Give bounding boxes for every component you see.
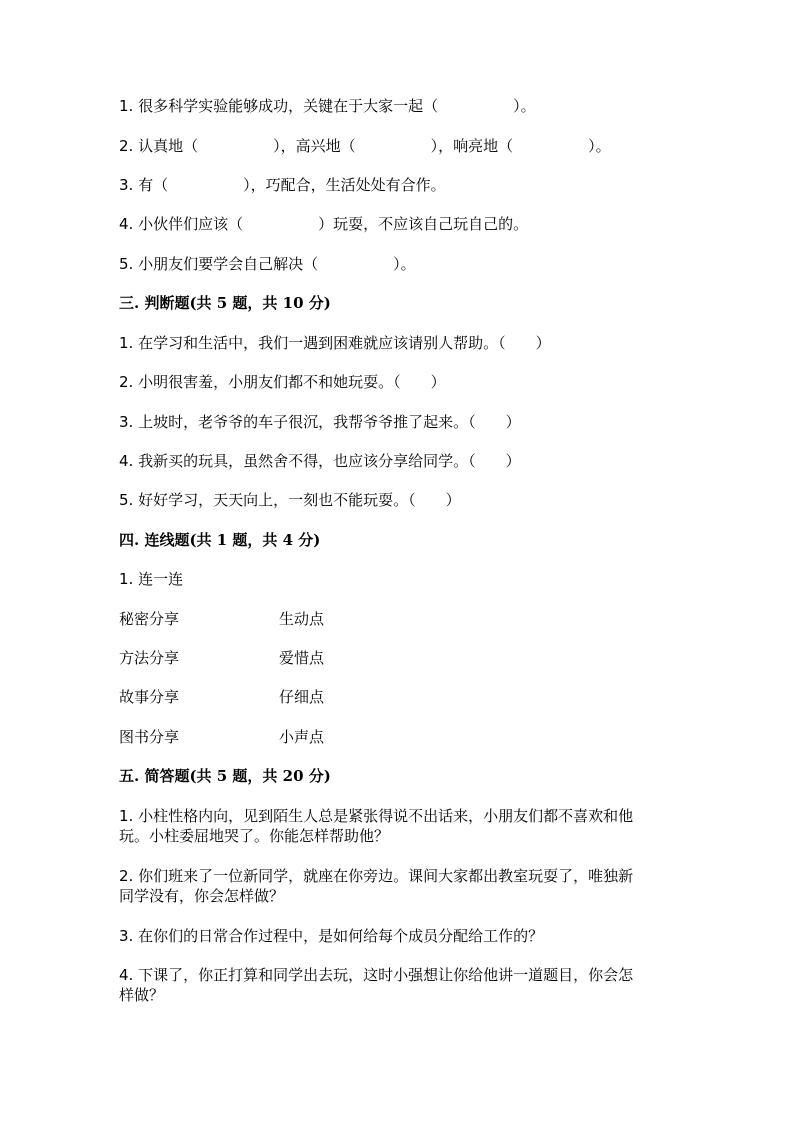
judgement-question-3: 3. 上坡时，老爷爷的车子很沉，我帮爷爷推了起来。（ ） bbox=[119, 413, 521, 431]
judgement-question-2: 2. 小明很害羞，小朋友们都不和她玩耍。（ ） bbox=[119, 373, 446, 391]
judgement-question-5: 5. 好好学习，天天向上，一刻也不能玩耍。（ ） bbox=[119, 491, 461, 509]
matching-left-item[interactable]: 故事分享 bbox=[119, 688, 180, 706]
short-answer-question-2-line-2: 同学没有，你会怎样做？ bbox=[119, 887, 285, 905]
matching-left-item[interactable]: 图书分享 bbox=[119, 728, 180, 746]
matching-right-item[interactable]: 仔细点 bbox=[279, 688, 325, 706]
judgement-question-4: 4. 我新买的玩具，虽然舍不得，也应该分享给同学。（ ） bbox=[119, 452, 521, 470]
short-answer-question-1-line-1: 1. 小柱性格内向，见到陌生人总是紧张得说不出话来，小朋友们都不喜欢和他 bbox=[119, 807, 634, 825]
section-title-matching: 四. 连线题(共 1 题，共 4 分) bbox=[119, 531, 321, 549]
short-answer-question-1-line-2: 玩。小柱委屈地哭了。你能怎样帮助他？ bbox=[119, 827, 390, 845]
short-answer-question-4-line-2: 样做？ bbox=[119, 986, 165, 1004]
section-title-short-answer: 五. 简答题(共 5 题，共 20 分) bbox=[119, 767, 331, 785]
matching-left-item[interactable]: 方法分享 bbox=[119, 649, 180, 667]
fill-in-question-1: 1. 很多科学实验能够成功，关键在于大家一起（ ）。 bbox=[119, 97, 536, 115]
matching-right-item[interactable]: 爱惜点 bbox=[279, 649, 325, 667]
matching-left-item[interactable]: 秘密分享 bbox=[119, 610, 180, 628]
matching-right-item[interactable]: 小声点 bbox=[279, 728, 325, 746]
short-answer-question-3: 3. 在你们的日常合作过程中，是如何给每个成员分配给工作的？ bbox=[119, 927, 544, 945]
matching-prompt: 1. 连一连 bbox=[119, 570, 184, 588]
fill-in-question-5: 5. 小朋友们要学会自己解决（ ）。 bbox=[119, 255, 416, 273]
fill-in-question-2: 2. 认真地（ ），高兴地（ ），响亮地（ ）。 bbox=[119, 137, 611, 155]
judgement-question-1: 1. 在学习和生活中，我们一遇到困难就应该请别人帮助。（ ） bbox=[119, 334, 551, 352]
fill-in-question-4: 4. 小伙伴们应该（ ）玩耍，不应该自己玩自己的。 bbox=[119, 215, 529, 233]
matching-right-item[interactable]: 生动点 bbox=[279, 610, 325, 628]
short-answer-question-2-line-1: 2. 你们班来了一位新同学，就座在你旁边。课间大家都出教室玩耍了，唯独新 bbox=[119, 867, 634, 885]
fill-in-question-3: 3. 有（ ），巧配合，生活处处有合作。 bbox=[119, 176, 446, 194]
short-answer-question-4-line-1: 4. 下课了，你正打算和同学出去玩，这时小强想让你给他讲一道题目，你会怎 bbox=[119, 966, 634, 984]
section-title-judgement: 三. 判断题(共 5 题，共 10 分) bbox=[119, 294, 331, 312]
